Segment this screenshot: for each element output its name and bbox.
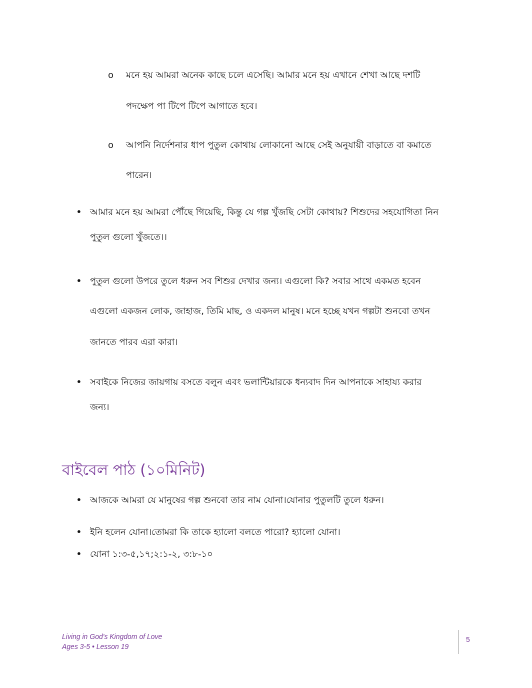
bible-item-1: আজকে আমরা যে মানুষের গল্প শুনবো তার নাম যোনা।যোনার পুতুলটি তুলে ধরুন। [90, 496, 384, 506]
item-1-line-2: পুতুল গুলো খুঁজতে।। [90, 233, 167, 243]
bullet-marker: • [76, 377, 82, 388]
bible-item-3: যোনা ১:৩-৫,১৭;২:১-২, ৩:৮-১০ [90, 550, 213, 560]
bullet-marker: • [76, 276, 82, 287]
sub-item-1-line-1: মনে হয় আমরা অনেক কাছে চলে এসেছি। আমার মনে হয় এখানে শেখা আছে দশটি [126, 71, 421, 81]
bullet-marker: • [76, 549, 82, 560]
item-2-line-3: জানতে পারব এরা কারা। [90, 338, 178, 348]
sub-bullet-marker: o [108, 141, 114, 151]
bullet-marker: • [76, 207, 82, 218]
item-1-line-1: আমার মনে হয় আমরা পৌঁছে গিয়েছি, কিন্তু যে গল্প খুঁজছি সেটা কোথায়? শিশুদের সহযোগিতা নিন [90, 208, 439, 218]
sub-item-2-line-1: আপনি নির্দেশনার ধাপ পুতুল কোথায় লোকানো আছে সেই অনুযায়ী বাড়াতে বা কমাতে [126, 141, 432, 151]
footer-divider [458, 630, 459, 654]
section-heading: বাইবেল পাঠ (১০মিনিট) [62, 461, 206, 479]
footer-subtitle: Ages 3-5 • Lesson 19 [62, 644, 129, 651]
sub-bullet-marker: o [108, 71, 114, 81]
bullet-marker: • [76, 527, 82, 538]
page-number: 5 [466, 637, 470, 644]
item-3-line-2: জন্য। [90, 403, 110, 413]
sub-item-2-line-2: পারেন। [126, 171, 152, 181]
bullet-marker: • [76, 495, 82, 506]
footer-title: Living in God's Kingdom of Love [62, 634, 163, 641]
sub-item-1-line-2: পদক্ষেপ পা টিপে টিপে আগাতে হবে। [126, 102, 258, 112]
item-2-line-2: এগুলো একজন লোক, জাহাজ, তিমি মাছ, ও একদল মানুষ। মনে হচ্ছে যখন গল্পটা শুনবো তখন [90, 307, 431, 317]
bible-item-2: ইনি হলেন যোনা।তোমরা কি তাকে হ্যালো বলতে পারো? হ্যালো যোনা। [90, 528, 341, 538]
item-2-line-1: পুতুল গুলো উপরে তুলে ধরুন সব শিশুর দেখার জন্য। এগুলো কি? সবার সাথে একমত হবেন [90, 277, 421, 287]
item-3-line-1: সবাইকে নিজের জায়গায় বসতে বলুন এবং ভলান্টিয়ারকে ধন্যবাদ দিন আপনাকে সাহায্য করার [90, 378, 422, 388]
